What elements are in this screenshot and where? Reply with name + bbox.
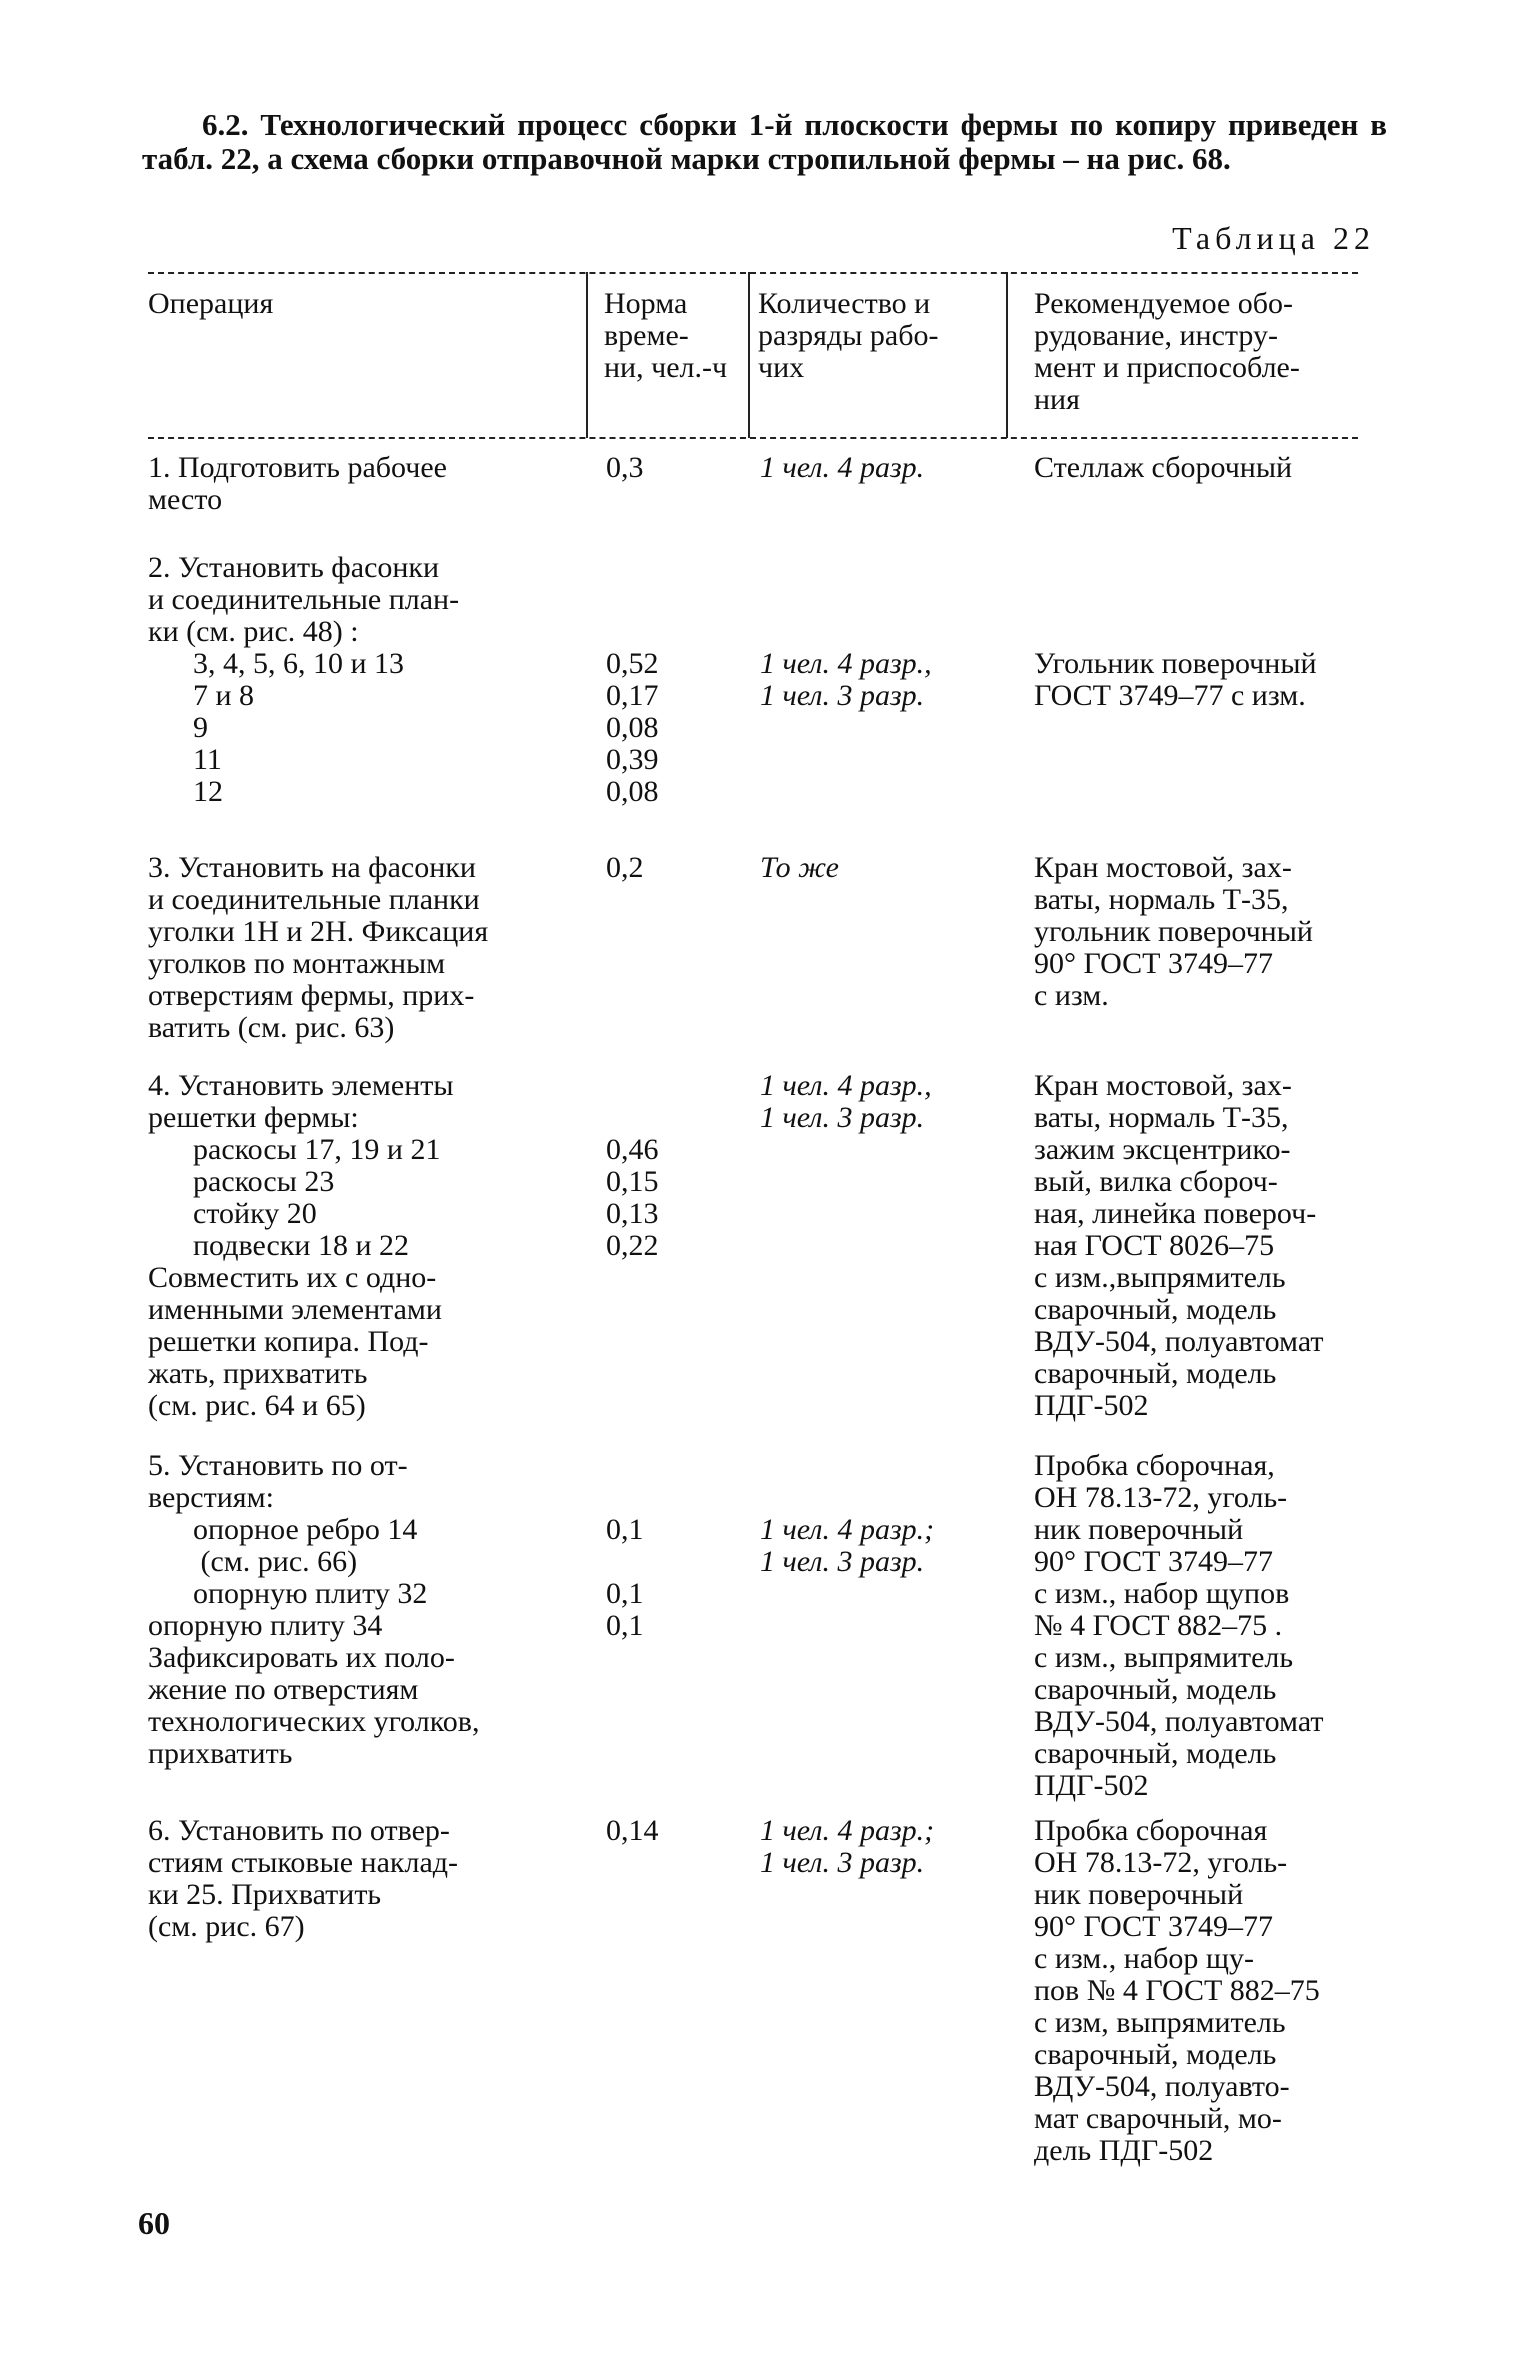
row-3-time: 0,2 xyxy=(606,851,644,884)
row-6-time: 0,14 xyxy=(606,1814,659,1847)
table-header-rule xyxy=(148,437,1358,439)
row-6-workers: 1 чел. 4 разр.; 1 чел. 3 разр. xyxy=(760,1814,935,1879)
header-operation: Операция xyxy=(148,287,274,320)
row-4-workers: 1 чел. 4 разр., 1 чел. 3 разр. xyxy=(760,1069,932,1134)
intro-text: 6.2. Технологический процесс сборки 1-й плоскости фермы по копиру приведен в табл. 22, а схема сборки отправочной марки стропильной фермы – на рис. 68. xyxy=(142,107,1387,176)
row-2-workers: 1 чел. 4 разр., 1 чел. 3 разр. xyxy=(760,647,932,712)
intro-paragraph xyxy=(142,108,1387,176)
page-number: 60 xyxy=(138,2205,170,2241)
row-5-time: 0,1 0,1 0,1 xyxy=(606,1513,644,1642)
row-1-workers: 1 чел. 4 разр. xyxy=(760,451,925,484)
row-5-operation: 5. Установить по от- верстиям: опорное ребро 14 (см. рис. 66) опорную плиту 32 опорную плиту 34 Зафиксировать их поло- жение по отверстиям технологических уголков, прихватить xyxy=(148,1449,480,1770)
header-equipment: Рекомендуемое обо- рудование, инстру- мент и приспособле- ния xyxy=(1034,287,1300,416)
row-5-equipment: Пробка сборочная, ОН 78.13-72, уголь- ник поверочный 90° ГОСТ 3749–77 с изм., набор щупов № 4 ГОСТ 882–75 . с изм., выпрямитель сварочный, модель ВДУ-504, полуавтомат сварочный, модель ПДГ-502 xyxy=(1034,1449,1324,1802)
table-top-rule xyxy=(148,272,1358,274)
row-5-workers: 1 чел. 4 разр.; 1 чел. 3 разр. xyxy=(760,1513,935,1578)
column-divider-2 xyxy=(748,272,750,438)
row-3-equipment: Кран мостовой, зах- ваты, нормаль Т-35, угольник поверочный 90° ГОСТ 3749–77 с изм. xyxy=(1034,851,1313,1012)
row-1-equipment: Стеллаж сборочный xyxy=(1034,451,1293,484)
row-2-equipment: Угольник поверочный ГОСТ 3749–77 с изм. xyxy=(1034,647,1317,712)
row-1-operation: 1. Подготовить рабочее место xyxy=(148,451,447,516)
column-divider-3 xyxy=(1006,272,1008,438)
column-divider-1 xyxy=(586,272,588,438)
header-workers: Количество и разряды рабо- чих xyxy=(758,287,939,384)
row-6-operation: 6. Установить по отвер- стиям стыковые наклад- ки 25. Прихватить (см. рис. 67) xyxy=(148,1814,459,1943)
row-2-time: 0,52 0,17 0,08 0,39 0,08 xyxy=(606,647,659,808)
row-1-time: 0,3 xyxy=(606,451,644,484)
row-6-equipment: Пробка сборочная ОН 78.13-72, уголь- ник поверочный 90° ГОСТ 3749–77 с изм., набор щу- пов № 4 ГОСТ 882–75 с изм, выпрямитель сварочный, модель ВДУ-504, полуавто- мат сварочный, мо- дель ПДГ-502 xyxy=(1034,1814,1320,2167)
row-3-operation: 3. Установить на фасонки и соединительные планки уголки 1Н и 2Н. Фиксация уголков по монтажным отверстиям фермы, прих- ватить (см. рис. 63) xyxy=(148,851,489,1044)
table-caption: Таблица 22 xyxy=(1172,220,1375,256)
row-4-equipment: Кран мостовой, зах- ваты, нормаль Т-35, зажим эксцентрико- вый, вилка сбороч- ная, линейка повероч- ная ГОСТ 8026–75 с изм.,выпрямитель сварочный, модель ВДУ-504, полуавтомат сварочный, модель ПДГ-502 xyxy=(1034,1069,1324,1422)
row-3-workers: То же xyxy=(760,851,839,884)
row-4-time: 0,46 0,15 0,13 0,22 xyxy=(606,1133,659,1262)
row-2-operation: 2. Установить фасонки и соединительные план- ки (см. рис. 48) : 3, 4, 5, 6, 10 и 13 7 и 8 9 11 12 xyxy=(148,551,460,808)
header-time: Норма време- ни, чел.-ч xyxy=(604,287,728,384)
row-4-operation: 4. Установить элементы решетки фермы: раскосы 17, 19 и 21 раскосы 23 стойку 20 подвески 18 и 22 Совместить их с одно- именными элементами решетки копира. Под- жать, прихватить (см. рис. 64 и 65) xyxy=(148,1069,454,1422)
